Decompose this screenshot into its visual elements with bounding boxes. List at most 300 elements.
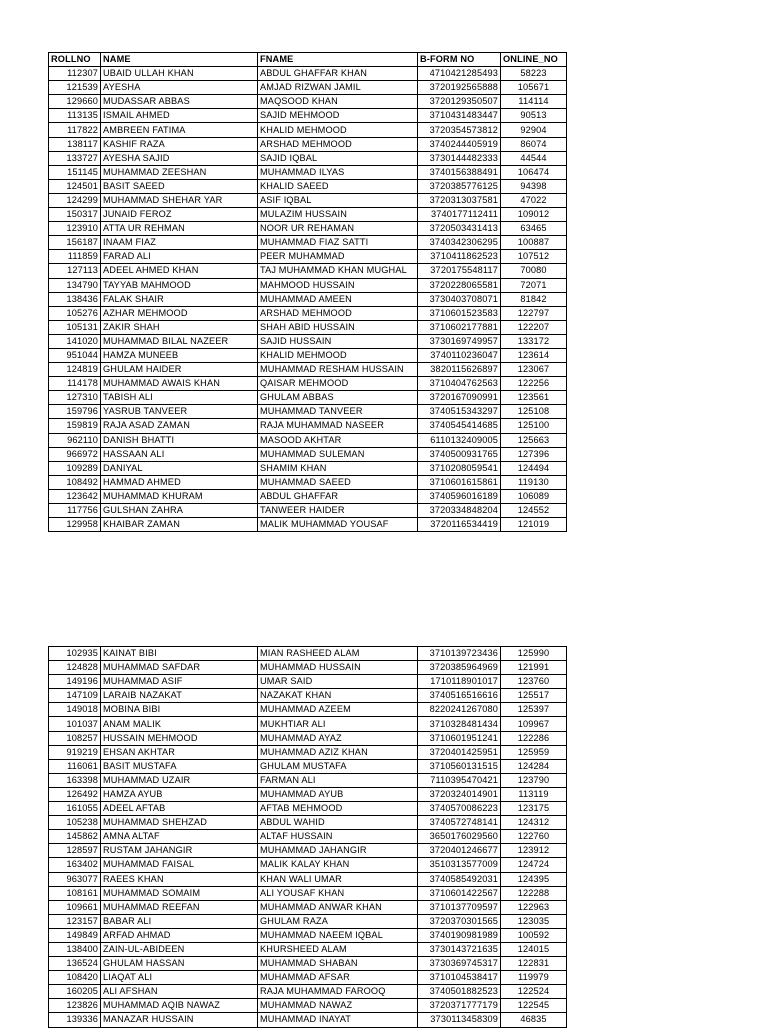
fname-cell: UMAR SAID xyxy=(258,675,418,689)
rollno-cell: 109289 xyxy=(49,461,101,475)
rollno-cell: 139336 xyxy=(49,1013,101,1027)
rollno-cell: 117822 xyxy=(49,123,101,137)
name-cell: HAMZA MUNEEB xyxy=(101,348,258,362)
header-fname: FNAME xyxy=(258,53,418,67)
fname-cell: ASIF IQBAL xyxy=(258,193,418,207)
bform-cell: 3710104538417 xyxy=(418,971,501,985)
rollno-cell: 123910 xyxy=(49,222,101,236)
rollno-cell: 149196 xyxy=(49,675,101,689)
name-cell: FALAK SHAIR xyxy=(101,292,258,306)
online-no-cell: 122545 xyxy=(501,999,567,1013)
table-row xyxy=(49,731,567,745)
fname-cell: PEER MUHAMMAD xyxy=(258,250,418,264)
rollno-cell: 101037 xyxy=(49,717,101,731)
online-no-cell: 122760 xyxy=(501,830,567,844)
rollno-cell: 151145 xyxy=(49,165,101,179)
name-cell: BABAR ALI xyxy=(101,914,258,928)
rollno-cell: 105131 xyxy=(49,320,101,334)
bform-cell: 3710602177881 xyxy=(418,320,501,334)
rollno-cell: 127113 xyxy=(49,264,101,278)
table-row xyxy=(49,928,567,942)
table-row xyxy=(49,264,567,278)
bform-cell: 3740156388491 xyxy=(418,165,501,179)
rollno-cell: 108420 xyxy=(49,971,101,985)
name-cell: MUHAMMAD SAFDAR xyxy=(101,661,258,675)
online-no-cell: 46835 xyxy=(501,1013,567,1027)
table-row xyxy=(49,971,567,985)
online-no-cell: 121019 xyxy=(501,518,567,532)
fname-cell: TANWEER HAIDER xyxy=(258,504,418,518)
fname-cell: TAJ MUHAMMAD KHAN MUGHAL xyxy=(258,264,418,278)
name-cell: YASRUB TANVEER xyxy=(101,405,258,419)
fname-cell: KHALID MEHMOOD xyxy=(258,348,418,362)
rollno-cell: 161055 xyxy=(49,802,101,816)
table-row xyxy=(49,81,567,95)
name-cell: MUHAMMAD FAISAL xyxy=(101,858,258,872)
bform-cell: 3710411862523 xyxy=(418,250,501,264)
fname-cell: GHULAM ABBAS xyxy=(258,391,418,405)
table-header xyxy=(49,53,567,67)
name-cell: ZAIN-UL-ABIDEEN xyxy=(101,942,258,956)
name-cell: INAAM FIAZ xyxy=(101,236,258,250)
table-row xyxy=(49,447,567,461)
rollno-cell: 145862 xyxy=(49,830,101,844)
table-row xyxy=(49,957,567,971)
bform-cell: 3720192565888 xyxy=(418,81,501,95)
bform-cell: 3710601523583 xyxy=(418,306,501,320)
table-row xyxy=(49,306,567,320)
bform-cell: 3720116534419 xyxy=(418,518,501,532)
rollno-cell: 126492 xyxy=(49,787,101,801)
bform-cell: 3720401425951 xyxy=(418,745,501,759)
rollno-cell: 919219 xyxy=(49,745,101,759)
rollno-cell: 149849 xyxy=(49,928,101,942)
fname-cell: GHULAM RAZA xyxy=(258,914,418,928)
table-row xyxy=(49,759,567,773)
bform-cell: 3740177112411 xyxy=(418,208,501,222)
bform-cell: 3740501882523 xyxy=(418,985,501,999)
online-no-cell: 106089 xyxy=(501,489,567,503)
rollno-cell: 112307 xyxy=(49,67,101,81)
name-cell: AYESHA SAJID xyxy=(101,151,258,165)
online-no-cell: 121991 xyxy=(501,661,567,675)
bform-cell: 3710601615861 xyxy=(418,475,501,489)
table-row xyxy=(49,320,567,334)
bform-cell: 3730143721635 xyxy=(418,942,501,956)
online-no-cell: 122963 xyxy=(501,900,567,914)
fname-cell: MUHAMMAD SAEED xyxy=(258,475,418,489)
online-no-cell: 100887 xyxy=(501,236,567,250)
name-cell: AMNA ALTAF xyxy=(101,830,258,844)
table-row xyxy=(49,292,567,306)
name-cell: ZAKIR SHAH xyxy=(101,320,258,334)
bform-cell: 3740110236047 xyxy=(418,348,501,362)
rollno-cell: 111859 xyxy=(49,250,101,264)
fname-cell: AFTAB MEHMOOD xyxy=(258,802,418,816)
online-no-cell: 63465 xyxy=(501,222,567,236)
table-row xyxy=(49,900,567,914)
table-row xyxy=(49,489,567,503)
rollno-cell: 105276 xyxy=(49,306,101,320)
online-no-cell: 72071 xyxy=(501,278,567,292)
fname-cell: AMJAD RIZWAN JAMIL xyxy=(258,81,418,95)
rollno-cell: 102935 xyxy=(49,647,101,661)
online-no-cell: 122797 xyxy=(501,306,567,320)
bform-cell: 3740500931765 xyxy=(418,447,501,461)
online-no-cell: 125100 xyxy=(501,419,567,433)
bform-cell: 3710328481434 xyxy=(418,717,501,731)
header-bform: B-FORM NO xyxy=(418,53,501,67)
name-cell: HASSAAN ALI xyxy=(101,447,258,461)
rollno-cell: 121539 xyxy=(49,81,101,95)
online-no-cell: 81842 xyxy=(501,292,567,306)
fname-cell: SHAH ABID HUSSAIN xyxy=(258,320,418,334)
table-row xyxy=(49,222,567,236)
fname-cell: MUHAMMAD INAYAT xyxy=(258,1013,418,1027)
fname-cell: ALI YOUSAF KHAN xyxy=(258,886,418,900)
bform-cell: 3710431483447 xyxy=(418,109,501,123)
fname-cell: MUHAMMAD AYAZ xyxy=(258,731,418,745)
online-no-cell: 70080 xyxy=(501,264,567,278)
rollno-cell: 156187 xyxy=(49,236,101,250)
name-cell: DANIYAL xyxy=(101,461,258,475)
rollno-cell: 114178 xyxy=(49,377,101,391)
bform-cell: 7110395470421 xyxy=(418,773,501,787)
online-no-cell: 123035 xyxy=(501,914,567,928)
bform-cell: 3740585492031 xyxy=(418,872,501,886)
online-no-cell: 124494 xyxy=(501,461,567,475)
online-no-cell: 44544 xyxy=(501,151,567,165)
name-cell: MUHAMMAD AWAIS KHAN xyxy=(101,377,258,391)
online-no-cell: 107512 xyxy=(501,250,567,264)
online-no-cell: 109012 xyxy=(501,208,567,222)
bform-cell: 1710118901017 xyxy=(418,675,501,689)
bform-cell: 3710601422567 xyxy=(418,886,501,900)
online-no-cell: 122256 xyxy=(501,377,567,391)
fname-cell: MUHAMMAD NAEEM IQBAL xyxy=(258,928,418,942)
online-no-cell: 113119 xyxy=(501,787,567,801)
online-no-cell: 124284 xyxy=(501,759,567,773)
name-cell: RUSTAM JAHANGIR xyxy=(101,844,258,858)
rollno-cell: 105238 xyxy=(49,816,101,830)
rollno-cell: 138117 xyxy=(49,137,101,151)
online-no-cell: 90513 xyxy=(501,109,567,123)
table-row xyxy=(49,985,567,999)
table-row xyxy=(49,151,567,165)
rollno-cell: 108161 xyxy=(49,886,101,900)
rollno-cell: 128597 xyxy=(49,844,101,858)
bform-cell: 8220241267080 xyxy=(418,703,501,717)
bform-cell: 3720167090991 xyxy=(418,391,501,405)
online-no-cell: 124395 xyxy=(501,872,567,886)
rollno-cell: 963077 xyxy=(49,872,101,886)
bform-cell: 3720385964969 xyxy=(418,661,501,675)
name-cell: MUHAMMAD AQIB NAWAZ xyxy=(101,999,258,1013)
fname-cell: MUHAMMAD RESHAM HUSSAIN xyxy=(258,363,418,377)
table-row xyxy=(49,278,567,292)
online-no-cell: 124552 xyxy=(501,504,567,518)
fname-cell: KHAN WALI UMAR xyxy=(258,872,418,886)
fname-cell: RAJA MUHAMMAD NASEER xyxy=(258,419,418,433)
online-no-cell: 122831 xyxy=(501,957,567,971)
fname-cell: ABDUL GHAFFAR KHAN xyxy=(258,67,418,81)
bform-cell: 3720401246677 xyxy=(418,844,501,858)
fname-cell: SAJID IQBAL xyxy=(258,151,418,165)
bform-cell: 3720503431413 xyxy=(418,222,501,236)
table-row xyxy=(49,689,567,703)
rollno-cell: 124501 xyxy=(49,179,101,193)
name-cell: MUHAMMAD BILAL NAZEER xyxy=(101,334,258,348)
name-cell: MUHAMMAD SOMAIM xyxy=(101,886,258,900)
name-cell: HAMMAD AHMED xyxy=(101,475,258,489)
online-no-cell: 125397 xyxy=(501,703,567,717)
name-cell: KASHIF RAZA xyxy=(101,137,258,151)
table-row xyxy=(49,433,567,447)
name-cell: MOBINA BIBI xyxy=(101,703,258,717)
online-no-cell: 119979 xyxy=(501,971,567,985)
table-row xyxy=(49,137,567,151)
header-row xyxy=(49,53,567,67)
table-row xyxy=(49,179,567,193)
name-cell: MUHAMMAD ZEESHAN xyxy=(101,165,258,179)
name-cell: RAEES KHAN xyxy=(101,872,258,886)
rollno-cell: 150317 xyxy=(49,208,101,222)
name-cell: ALI AFSHAN xyxy=(101,985,258,999)
online-no-cell: 123614 xyxy=(501,348,567,362)
table-row xyxy=(49,844,567,858)
bform-cell: 3730144482333 xyxy=(418,151,501,165)
table-row xyxy=(49,914,567,928)
fname-cell: MUHAMMAD JAHANGIR xyxy=(258,844,418,858)
table-row xyxy=(49,787,567,801)
table-row xyxy=(49,1013,567,1027)
table-body xyxy=(49,67,567,532)
rollno-cell: 129958 xyxy=(49,518,101,532)
table-row xyxy=(49,193,567,207)
rollno-cell: 966972 xyxy=(49,447,101,461)
fname-cell: MUHAMMAD ILYAS xyxy=(258,165,418,179)
online-no-cell: 133172 xyxy=(501,334,567,348)
table-row xyxy=(49,802,567,816)
fname-cell: SHAMIM KHAN xyxy=(258,461,418,475)
fname-cell: MASOOD AKHTAR xyxy=(258,433,418,447)
bform-cell: 3720228065581 xyxy=(418,278,501,292)
fname-cell: ALTAF HUSSAIN xyxy=(258,830,418,844)
fname-cell: MUKHTIAR ALI xyxy=(258,717,418,731)
rollno-cell: 159796 xyxy=(49,405,101,419)
fname-cell: RAJA MUHAMMAD FAROOQ xyxy=(258,985,418,999)
fname-cell: QAISAR MEHMOOD xyxy=(258,377,418,391)
table-row xyxy=(49,717,567,731)
table-row xyxy=(49,675,567,689)
table-row xyxy=(49,208,567,222)
rollno-cell: 124299 xyxy=(49,193,101,207)
name-cell: ADEEL AFTAB xyxy=(101,802,258,816)
bform-cell: 3710137709597 xyxy=(418,900,501,914)
name-cell: GHULAM HAIDER xyxy=(101,363,258,377)
name-cell: DANISH BHATTI xyxy=(101,433,258,447)
bform-cell: 3720313037581 xyxy=(418,193,501,207)
bform-cell: 3720385776125 xyxy=(418,179,501,193)
table-row xyxy=(49,334,567,348)
online-no-cell: 123760 xyxy=(501,675,567,689)
name-cell: MUHAMMAD KHURAM xyxy=(101,489,258,503)
fname-cell: MUHAMMAD ANWAR KHAN xyxy=(258,900,418,914)
bform-cell: 3730113458309 xyxy=(418,1013,501,1027)
rollno-cell: 123157 xyxy=(49,914,101,928)
online-no-cell: 119130 xyxy=(501,475,567,489)
rollno-cell: 117756 xyxy=(49,504,101,518)
fname-cell: MALIK MUHAMMAD YOUSAF xyxy=(258,518,418,532)
fname-cell: MUHAMMAD TANVEER xyxy=(258,405,418,419)
bform-cell: 3740244405919 xyxy=(418,137,501,151)
bform-cell: 3720324014901 xyxy=(418,787,501,801)
table-row xyxy=(49,816,567,830)
bform-cell: 3740545414685 xyxy=(418,419,501,433)
name-cell: BASIT MUSTAFA xyxy=(101,759,258,773)
rollno-cell: 962110 xyxy=(49,433,101,447)
table-row xyxy=(49,419,567,433)
fname-cell: MUHAMMAD AZIZ KHAN xyxy=(258,745,418,759)
fname-cell: MALIK KALAY KHAN xyxy=(258,858,418,872)
bform-cell: 3730403708071 xyxy=(418,292,501,306)
table-row xyxy=(49,165,567,179)
header-name: NAME xyxy=(101,53,258,67)
bform-cell: 3720129350507 xyxy=(418,95,501,109)
rollno-cell: 138400 xyxy=(49,942,101,956)
fname-cell: GHULAM MUSTAFA xyxy=(258,759,418,773)
student-table-top xyxy=(48,52,567,532)
rollno-cell: 109661 xyxy=(49,900,101,914)
table-row xyxy=(49,661,567,675)
rollno-cell: 159819 xyxy=(49,419,101,433)
online-no-cell: 122288 xyxy=(501,886,567,900)
table-row xyxy=(49,830,567,844)
bform-cell: 3730369745317 xyxy=(418,957,501,971)
online-no-cell: 58223 xyxy=(501,67,567,81)
online-no-cell: 124015 xyxy=(501,942,567,956)
bform-cell: 3740596016189 xyxy=(418,489,501,503)
online-no-cell: 94398 xyxy=(501,179,567,193)
name-cell: MANAZAR HUSSAIN xyxy=(101,1013,258,1027)
online-no-cell: 123067 xyxy=(501,363,567,377)
online-no-cell: 122207 xyxy=(501,320,567,334)
table-row xyxy=(49,123,567,137)
rollno-cell: 163398 xyxy=(49,773,101,787)
table-row xyxy=(49,109,567,123)
rollno-cell: 124828 xyxy=(49,661,101,675)
name-cell: AYESHA xyxy=(101,81,258,95)
table-row xyxy=(49,647,567,661)
name-cell: FARAD ALI xyxy=(101,250,258,264)
rollno-cell: 129660 xyxy=(49,95,101,109)
fname-cell: NOOR UR REHAMAN xyxy=(258,222,418,236)
name-cell: ISMAIL AHMED xyxy=(101,109,258,123)
online-no-cell: 125108 xyxy=(501,405,567,419)
fname-cell: MAQSOOD KHAN xyxy=(258,95,418,109)
name-cell: BASIT SAEED xyxy=(101,179,258,193)
bform-cell: 6110132409005 xyxy=(418,433,501,447)
fname-cell: ARSHAD MEHMOOD xyxy=(258,137,418,151)
bform-cell: 3820115626897 xyxy=(418,363,501,377)
table-row xyxy=(49,461,567,475)
name-cell: UBAID ULLAH KHAN xyxy=(101,67,258,81)
online-no-cell: 122524 xyxy=(501,985,567,999)
online-no-cell: 105671 xyxy=(501,81,567,95)
bform-cell: 3740516516616 xyxy=(418,689,501,703)
table-row xyxy=(49,236,567,250)
name-cell: ADEEL AHMED KHAN xyxy=(101,264,258,278)
online-no-cell: 106474 xyxy=(501,165,567,179)
table-row xyxy=(49,886,567,900)
rollno-cell: 160205 xyxy=(49,985,101,999)
fname-cell: MUHAMMAD HUSSAIN xyxy=(258,661,418,675)
rollno-cell: 147109 xyxy=(49,689,101,703)
name-cell: JUNAID FEROZ xyxy=(101,208,258,222)
fname-cell: MIAN RASHEED ALAM xyxy=(258,647,418,661)
fname-cell: MAHMOOD HUSSAIN xyxy=(258,278,418,292)
name-cell: AMBREEN FATIMA xyxy=(101,123,258,137)
online-no-cell: 123561 xyxy=(501,391,567,405)
online-no-cell: 92904 xyxy=(501,123,567,137)
table-row xyxy=(49,942,567,956)
name-cell: AZHAR MEHMOOD xyxy=(101,306,258,320)
name-cell: EHSAN AKHTAR xyxy=(101,745,258,759)
table-row xyxy=(49,504,567,518)
online-no-cell: 125663 xyxy=(501,433,567,447)
bform-cell: 3720370301565 xyxy=(418,914,501,928)
table-row xyxy=(49,348,567,362)
bform-cell: 3740190981989 xyxy=(418,928,501,942)
rollno-cell: 123642 xyxy=(49,489,101,503)
table-row xyxy=(49,250,567,264)
fname-cell: ABDUL GHAFFAR xyxy=(258,489,418,503)
name-cell: MUHAMMAD UZAIR xyxy=(101,773,258,787)
bform-cell: 3650176029560 xyxy=(418,830,501,844)
online-no-cell: 123175 xyxy=(501,802,567,816)
rollno-cell: 108492 xyxy=(49,475,101,489)
online-no-cell: 127396 xyxy=(501,447,567,461)
bform-cell: 3710139723436 xyxy=(418,647,501,661)
name-cell: LIAQAT ALI xyxy=(101,971,258,985)
table-row xyxy=(49,405,567,419)
fname-cell: NAZAKAT KHAN xyxy=(258,689,418,703)
online-no-cell: 125990 xyxy=(501,647,567,661)
name-cell: GHULAM HASSAN xyxy=(101,957,258,971)
bform-cell: 3730169749957 xyxy=(418,334,501,348)
fname-cell: ARSHAD MEHMOOD xyxy=(258,306,418,320)
fname-cell: MUHAMMAD SULEMAN xyxy=(258,447,418,461)
rollno-cell: 116061 xyxy=(49,759,101,773)
name-cell: ARFAD AHMAD xyxy=(101,928,258,942)
bform-cell: 3740342306295 xyxy=(418,236,501,250)
name-cell: GULSHAN ZAHRA xyxy=(101,504,258,518)
rollno-cell: 113135 xyxy=(49,109,101,123)
fname-cell: MUHAMMAD NAWAZ xyxy=(258,999,418,1013)
online-no-cell: 123790 xyxy=(501,773,567,787)
name-cell: ATTA UR REHMAN xyxy=(101,222,258,236)
fname-cell: MUHAMMAD SHABAN xyxy=(258,957,418,971)
name-cell: RAJA ASAD ZAMAN xyxy=(101,419,258,433)
table-row xyxy=(49,95,567,109)
table-row xyxy=(49,872,567,886)
online-no-cell: 125959 xyxy=(501,745,567,759)
fname-cell: MUHAMMAD AZEEM xyxy=(258,703,418,717)
rollno-cell: 951044 xyxy=(49,348,101,362)
rollno-cell: 133727 xyxy=(49,151,101,165)
table-row xyxy=(49,858,567,872)
fname-cell: MUHAMMAD AMEEN xyxy=(258,292,418,306)
